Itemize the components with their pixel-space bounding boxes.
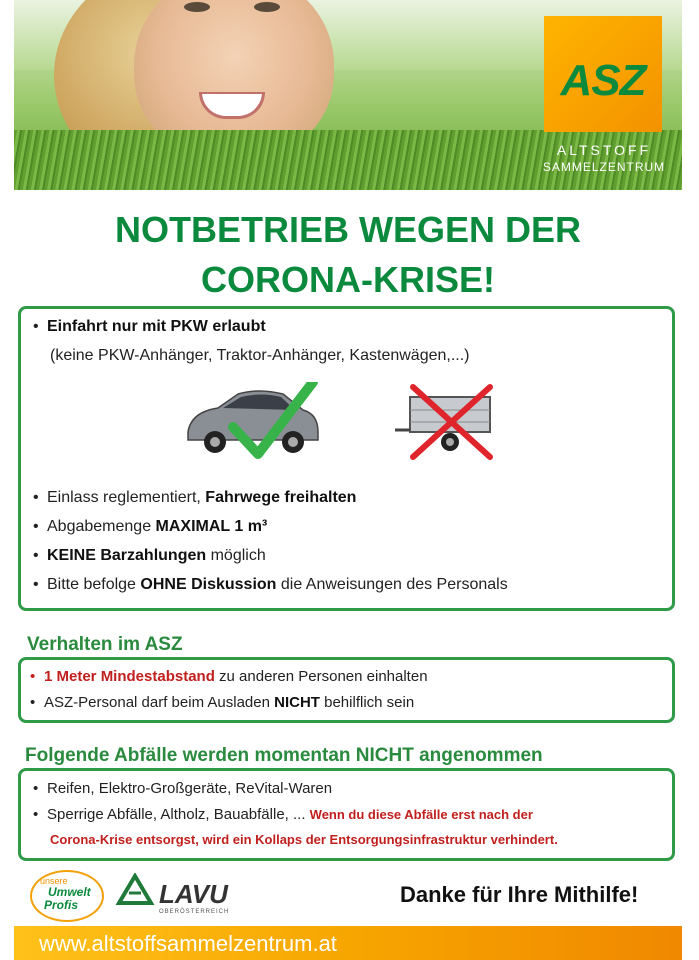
footer-bar [14, 926, 682, 960]
logo-mark: ASZ [560, 56, 646, 105]
logo-line1: ALTSTOFF [556, 142, 652, 158]
verhalten-box [18, 657, 675, 723]
trailer-cross-icon [395, 382, 500, 462]
website-link[interactable]: www.altstoffsammelzentrum.at [39, 931, 337, 956]
rule-pkw-sub: (keine PKW-Anhänger, Traktor-Anhänger, Kastenwägen,...) [50, 347, 470, 364]
asz-logo [544, 16, 662, 132]
rule-personal: • ASZ-Personal darf beim Ausladen NICHT behilflich sein [30, 694, 415, 711]
section-abfaelle-heading: Folgende Abfälle werden momentan NICHT angenommen [25, 745, 543, 766]
title-line1: NOTBETRIEB WEGEN DER [114, 209, 581, 250]
rule-sperrig: • Sperrige Abfälle, Altholz, Bauabfälle, ... Wenn du diese Abfälle erst nach der [33, 806, 533, 823]
rule-einlass: • Einlass reglementiert, Fahrwege freihalten [33, 489, 357, 506]
umwelt-profis-logo: unsere Umwelt Profis [30, 870, 104, 922]
lavu-logo: LAVU OBERÖSTERREICH [115, 873, 225, 918]
rule-pkw: • Einfahrt nur mit PKW erlaubt [33, 318, 266, 335]
rule-abstand: • 1 Meter Mindestabstand zu anderen Personen einhalten [30, 668, 428, 685]
rule-diskussion: • Bitte befolge OHNE Diskussion die Anweisungen des Personals [33, 576, 508, 593]
main-title [14, 205, 682, 305]
title-line2: CORONA-KRISE! [201, 259, 495, 300]
rule-reifen: • Reifen, Elektro-Großgeräte, ReVital-Waren [33, 780, 333, 797]
section-verhalten-heading: Verhalten im ASZ [27, 634, 183, 655]
rule-sperrig-cont: Corona-Krise entsorgst, wird ein Kollaps der Entsorgungsinfrastruktur verhindert. [50, 832, 558, 847]
recycle-icon [115, 873, 155, 915]
car-check-icon [183, 382, 323, 462]
rule-barzahlung: • KEINE Barzahlungen möglich [33, 547, 266, 564]
rule-menge: • Abgabemenge MAXIMAL 1 m³ [33, 518, 268, 535]
thanks-text: Danke für Ihre Mithilfe! [400, 882, 639, 907]
logo-line2: SAMMELZENTRUM [542, 160, 666, 174]
